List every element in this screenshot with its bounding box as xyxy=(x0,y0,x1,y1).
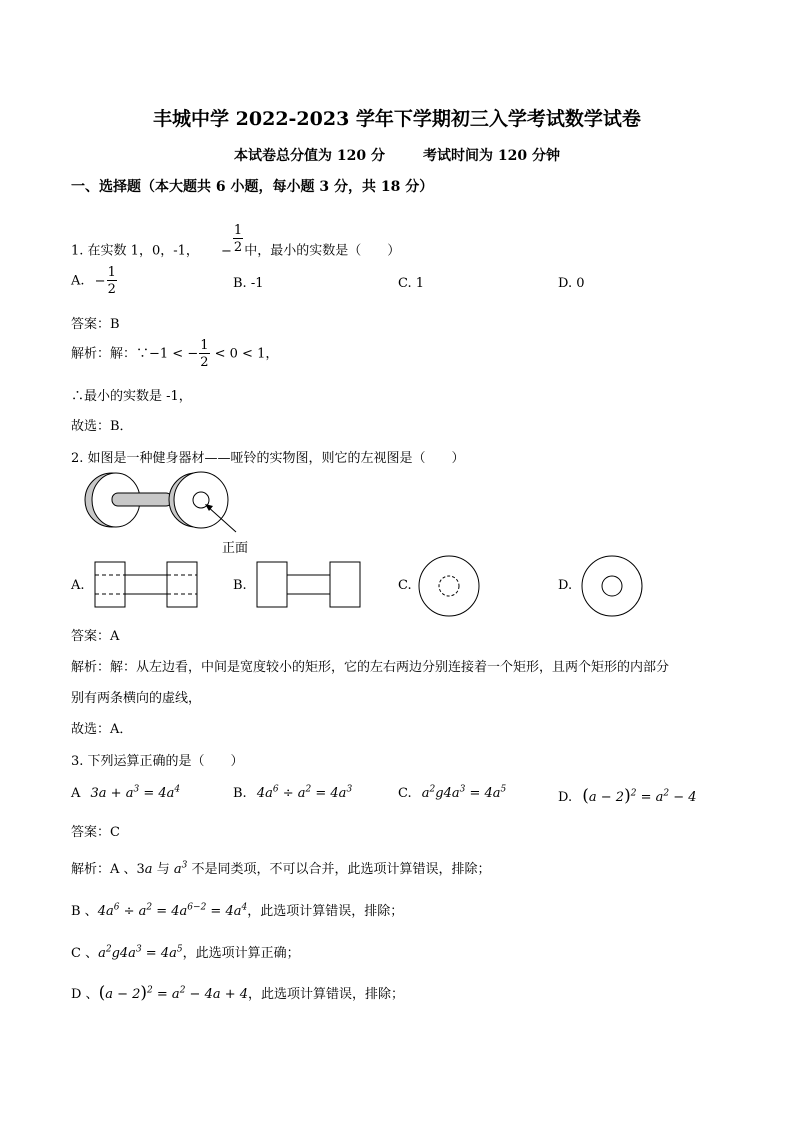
analysis-text-tail: ，此选项计算正确； xyxy=(182,946,300,961)
option-label: A xyxy=(71,786,81,801)
q1-stem xyxy=(71,223,401,266)
q1-stem-text: 1. 在实数 1，0，-1， xyxy=(71,243,199,259)
exam-title: 丰城中学 2022-2023 学年下学期初三入学考试数学试卷 xyxy=(153,108,641,130)
q1-option-a: A. − $\frac{1}{2}$ xyxy=(71,265,116,297)
q2-analysis-1: 解析：解：从左边看，中间是宽度较小的矩形，它的左右两边分别连接着一个矩形，且两个矩形的内部分 xyxy=(71,660,670,675)
option-label: C. xyxy=(398,786,412,801)
front-label: 正面 xyxy=(222,541,249,556)
frac-den: 2 xyxy=(200,355,209,370)
q3-option-d: D. $(a - 2)^2 = a^2 - 4$ xyxy=(558,786,697,806)
analysis-text: C 、 xyxy=(71,946,99,961)
analysis-text: D 、 xyxy=(71,987,99,1002)
q1-stem-fraction: − $\frac{1}{2}$ xyxy=(221,223,243,259)
section-heading: 一、选择题（本大题共 6 小题，每小题 3 分，共 18 分） xyxy=(71,179,434,195)
q3-stem: 3. 下列运算正确的是（ ） xyxy=(71,754,244,769)
q2-option-a-figure xyxy=(94,561,198,609)
q1-analysis-2: ∴最小的实数是 -1， xyxy=(71,389,192,404)
analysis-text-tail: 不是同类项，不可以合并，此选项计算错误，排除； xyxy=(187,862,491,877)
q2-option-c-label: C. xyxy=(398,578,412,593)
q2-option-d-figure xyxy=(581,555,643,617)
exam-subtitle xyxy=(0,145,794,165)
q1-option-b: B. -1 xyxy=(233,276,264,291)
analysis-text: B 、 xyxy=(71,904,98,919)
q1-option-c: C. 1 xyxy=(398,276,425,291)
q2-option-d-label: D. xyxy=(558,578,573,593)
q1-stem-text-2: 中，最小的实数是（ ） xyxy=(244,243,401,259)
total-score: 本试卷总分值为 120 分 xyxy=(234,148,385,164)
q3-option-c: C. $a^2g4a^3 = 4a^5$ xyxy=(398,784,507,801)
q2-option-c-figure xyxy=(418,555,480,617)
q2-stem: 2. 如图是一种健身器材——哑铃的实物图，则它的左视图是（ ） xyxy=(71,451,465,466)
q3-option-a: A $3a + a^3 = 4a^4$ xyxy=(71,784,181,801)
q2-option-b-figure xyxy=(256,561,362,609)
analysis-text-tail: ，此选项计算错误，排除； xyxy=(248,987,405,1002)
q2-analysis-2: 别有两条横向的虚线， xyxy=(71,691,202,706)
q2-answer: 答案：A xyxy=(71,629,120,644)
analysis-text-tail: < 0 < 1， xyxy=(210,346,279,362)
analysis-text: 解析：A 、3 xyxy=(71,862,145,877)
exam-time: 考试时间为 120 分钟 xyxy=(423,148,560,164)
q3-option-b: B. $4a^6 \div a^2 = 4a^3$ xyxy=(233,784,353,801)
q2-analysis-3: 故选：A． xyxy=(71,722,133,737)
q2-option-a-label: A. xyxy=(71,578,85,593)
option-label: A. xyxy=(71,273,85,289)
frac-num: 1 xyxy=(107,265,116,280)
dumbbell-figure xyxy=(72,470,242,556)
q3-analysis-b: B 、$4a^6 \div a^2 = 4a^{6-2} = 4a^4$，此选项计算错误，排除； xyxy=(71,902,404,919)
analysis-text-tail: ，此选项计算错误，排除； xyxy=(247,904,404,919)
q1-analysis-1 xyxy=(71,339,278,369)
frac-den: 2 xyxy=(107,282,116,297)
q2-option-b-label: B. xyxy=(233,578,247,593)
q1-option-d: D. 0 xyxy=(558,276,585,291)
q1-analysis-3: 故选：B． xyxy=(71,419,133,434)
option-label: B. xyxy=(233,786,247,801)
q1-answer: 答案：B xyxy=(71,317,120,332)
q3-analysis-a: 解析：A 、3a 与 $a^3$ 不是同类项，不可以合并，此选项计算错误，排除； xyxy=(71,860,491,877)
q3-analysis-c: C 、$a^2g4a^3 = 4a^5$，此选项计算正确； xyxy=(71,944,300,961)
frac-num: 1 xyxy=(233,223,243,238)
option-label: D. xyxy=(558,790,573,805)
analysis-text-mid: 与 xyxy=(152,862,174,877)
analysis-text: 解析：解：∵−1 < − xyxy=(71,346,199,362)
q3-answer: 答案：C xyxy=(71,825,120,840)
q3-analysis-d: D 、$(a - 2)^2 = a^2 - 4a + 4$，此选项计算错误，排除； xyxy=(71,983,405,1003)
frac-den: 2 xyxy=(233,240,243,255)
frac-num: 1 xyxy=(200,338,209,353)
